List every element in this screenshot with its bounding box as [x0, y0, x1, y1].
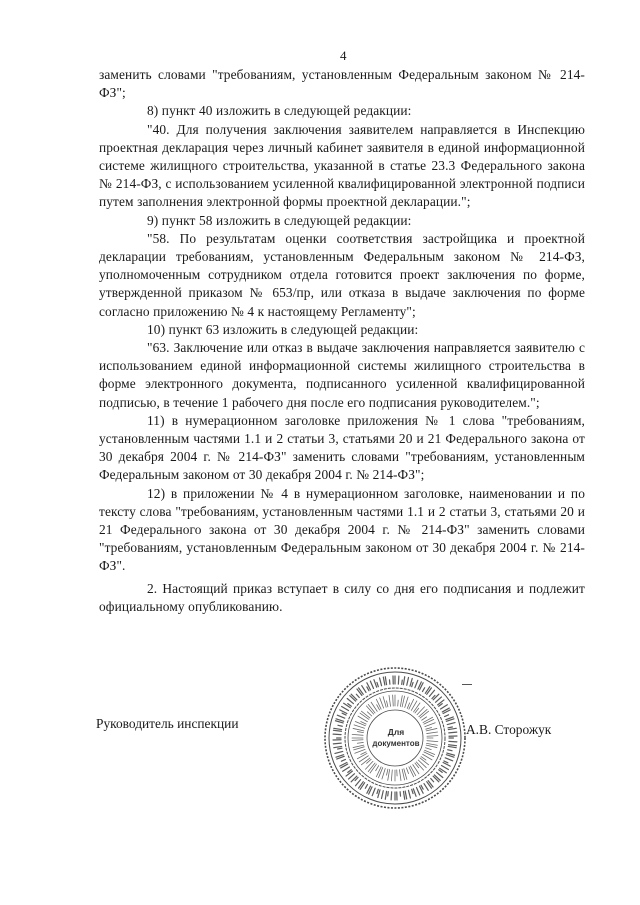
- document-paragraph: "63. Заключение или отказ в выдаче заключения направляется заявителю с использованием единой информационной системы жилищного строительства в форме электронного документа, подписанного усиленной квалифицированной подписью, в течение 1 рабочего дня после его подписания руководителем.";: [99, 340, 585, 410]
- document-paragraph: 9) пункт 58 изложить в следующей редакции:: [147, 212, 412, 228]
- stamp-center-line2: документов: [372, 739, 420, 748]
- document-paragraph: 11) в нумерационном заголовке приложения № 1 слова "требованиям, установленным частями 1.1 и 2 статьи 3, статьями 20 и 21 Федерального закона от 30 декабря 2004 г. № 214-ФЗ" заменить словами "требованиям, установленным Федеральным законом от 30 декабря 2004 г. № 214-ФЗ";: [99, 412, 585, 483]
- official-seal-stamp: [322, 665, 468, 811]
- document-paragraph: 12) в приложении № 4 в нумерационном заголовке, наименовании и по тексту слова "требованиям, установленным частями 1.1 и 2 статьи 3, статьями 20 и 21 Федерального закона от 30 декабря 2004 г. № 214-ФЗ" заменить словами "требованиям, установленным Федеральным законом от 30 декабря 2004 г. № 214-ФЗ".: [99, 485, 585, 574]
- stamp-center-line1: Для: [387, 727, 405, 737]
- document-paragraph: 10) пункт 63 изложить в следующей редакции:: [147, 321, 419, 337]
- document-paragraph: заменить словами "требованиям, установленным Федеральным законом № 214-ФЗ";: [99, 67, 585, 101]
- document-paragraph: 2. Настоящий приказ вступает в силу со дня его подписания и подлежит официальному опубликованию.: [99, 580, 585, 614]
- signatory-name: А.В. Сторожук: [466, 722, 552, 737]
- document-paragraph: 8) пункт 40 изложить в следующей редакции:: [147, 103, 412, 119]
- document-body: [99, 66, 585, 616]
- page-number: 4: [340, 48, 347, 63]
- document-paragraph: "58. По результатам оценки соответствия застройщика и проектной декларации требованиям, установленным Федеральным законом № 214-ФЗ, уполномоченным сотрудником отдела готовится проект заключения по форме, утвержденной приказом № 653/пр, или отказа в выдаче заключения по форме согласно приложению № 4 к настоящему Регламенту";: [99, 230, 585, 319]
- signatory-position: Руководитель инспекции: [96, 716, 239, 731]
- document-paragraph: "40. Для получения заключения заявителем направляется в Инспекцию проектная декларация через личный кабинет заявителя в единой информационной системе жилищного строительства, указанной в статье 23.3 Федерального закона № 214-ФЗ, с использованием усиленной квалифицированной электронной подписи путем заполнения электронной формы проектной декларации.";: [99, 121, 585, 210]
